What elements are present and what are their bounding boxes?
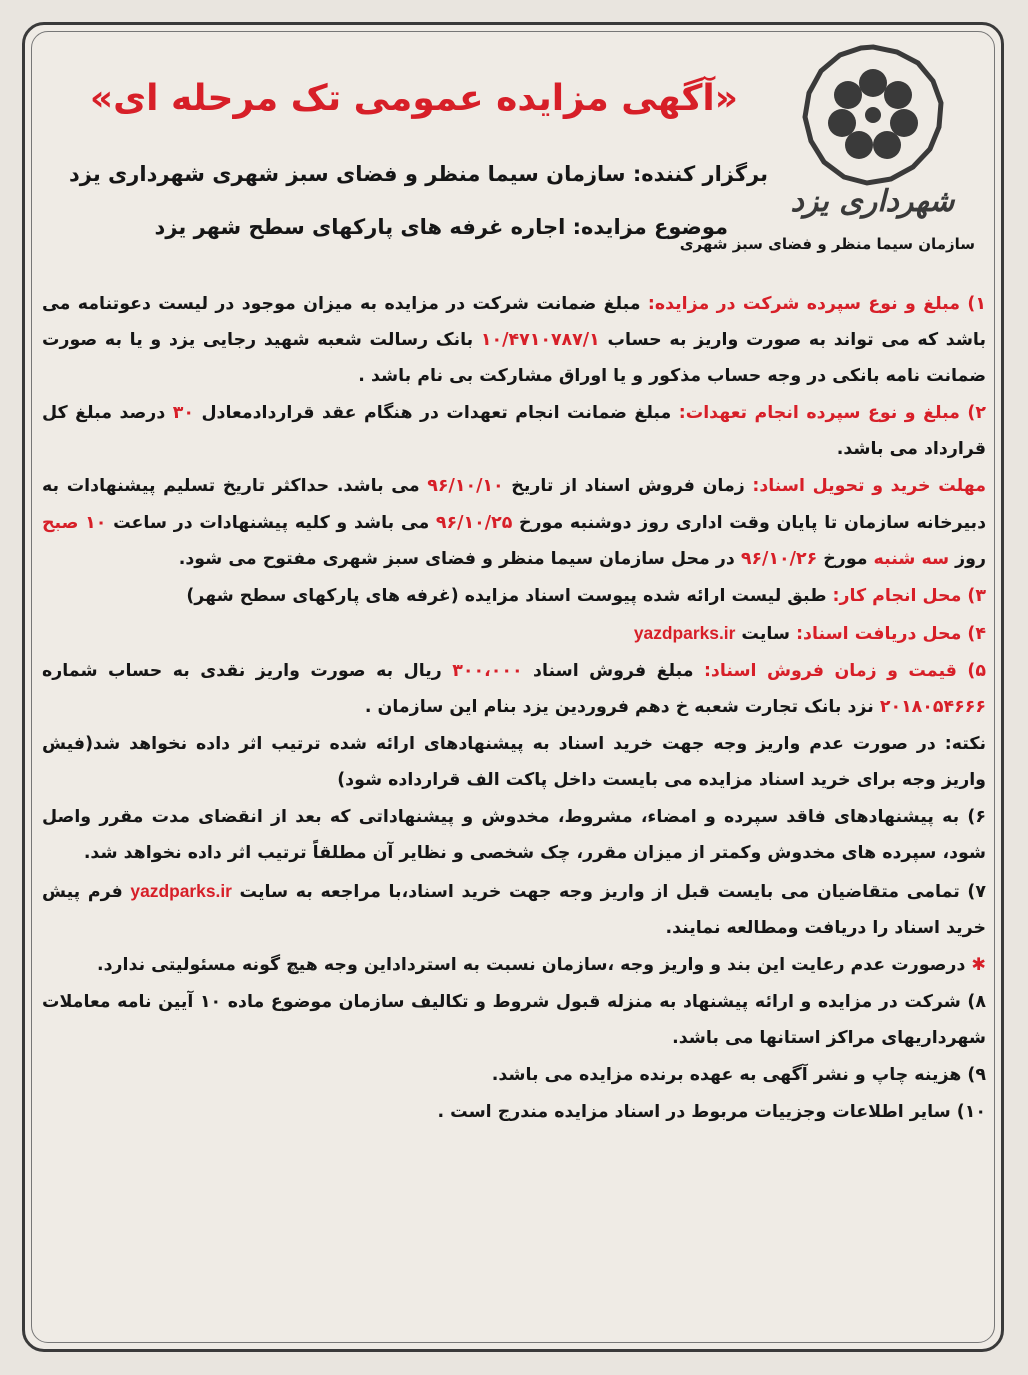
flower-rosette-icon (798, 40, 948, 190)
deadline-text-d: روز (949, 548, 986, 569)
organizer-line: برگزار کننده: سازمان سیما منظر و فضای سبز شهری شهرداری یزد (69, 162, 768, 186)
deadline-hour: ۱۰ صبح (42, 512, 107, 533)
item-4 (42, 615, 986, 652)
star-note (42, 947, 986, 983)
item-3-label: ۳) محل انجام کار: (832, 585, 986, 606)
item-7-text-b: فرم پیش خرید اسناد را دریافت ومطالعه نمایند. (42, 881, 986, 938)
subject-line: موضوع مزایده: اجاره غرفه های پارکهای سطح شهر یزد (154, 215, 728, 239)
item-5-account-number: ۲۰۱۸۰۵۴۶۶۶ (879, 697, 986, 718)
notice-body (42, 286, 986, 1131)
item-1 (42, 286, 986, 394)
item-10 (42, 1094, 986, 1130)
item-4-text: سایت (735, 623, 797, 644)
item-7 (42, 873, 986, 946)
item-5-text-b: ریال به صورت واریز نقدی به حساب شماره (42, 660, 453, 681)
item-3 (42, 578, 986, 614)
deadline-date-open: ۹۶/۱۰/۲۶ (740, 548, 818, 569)
note-text: نکته: در صورت عدم واریز وجه جهت خرید اسناد به پیشنهادهای ارائه شده ترتیب اثر داده نخواهد شد(فیش واریز وجه برای خرید اسناد مزایده می بایست داخل پاکت الف قرارداده شود) (42, 734, 986, 791)
notice-title: «آگهی مزایده عمومی تک مرحله ای» (89, 78, 738, 119)
item-5-label: ۵) قیمت و زمان فروش اسناد: (703, 660, 986, 681)
item-6-text: ۶) به پیشنهادهای فاقد سپرده و امضاء، مشروط، مخدوش و پیشنهاداتی که بعد از انقضای مدت مقرر واصل شود، سپرده های مخدوش وکمتر از میزان مقرر، چک شخصی و نظایر آن مطلقاً ترتیب اثر داده نخواهد شد. (42, 807, 986, 864)
deadline-text-c: می باشد و کلیه پیشنهادات در ساعت (106, 512, 436, 533)
deadline-section (42, 468, 986, 576)
item-1-text-a: مبلغ ضمانت شرکت در مزایده به میزان موجود در لیست دعوتنامه می باشد که می تواند به صورت واریز به حساب (42, 294, 986, 351)
item-5-amount: ۳۰۰،۰۰۰ (452, 660, 523, 681)
star-icon: ✱ (971, 954, 986, 975)
deadline-text-f: در محل سازمان سیما منظر و فضای سبز شهری مفتوح می شود. (178, 548, 741, 569)
deadline-day: سه شنبه (873, 548, 950, 569)
deadline-date-submit: ۹۶/۱۰/۲۵ (435, 512, 513, 533)
item-5-text-c: نزد بانک تجارت شعبه خ دهم فروردین یزد بنام این سازمان . (364, 697, 880, 718)
item-1-account-number: ۱۰/۴۷۱۰۷۸۷/۱ (480, 330, 600, 351)
deadline-text-e: مورخ (817, 548, 874, 569)
item-8-text: ۸) شرکت در مزایده و ارائه پیشنهاد به منزله قبول شروط و تکالیف سازمان موضوع ماده ۱۰ آیین نامه معاملات شهرداریهای مراکز استانها می باشد. (42, 991, 986, 1048)
logo-org-name: سازمان سیما منظر و فضای سبز شهری (679, 235, 975, 253)
item-1-text-b: بانک رسالت شعبه شهید رجایی یزد و یا به صورت ضمانت نامه بانکی در وجه حساب مذکور و یا اوراق مشارکت بی نام باشد . (42, 330, 986, 387)
logo-script-text: شهرداری یزد (790, 184, 955, 219)
item-2-percent: ۳۰ (172, 403, 194, 424)
municipality-logo (679, 40, 975, 270)
item-5 (42, 653, 986, 725)
item-8 (42, 984, 986, 1056)
star-note-text: درصورت عدم رعایت این بند و واریز وجه ،سازمان نسبت به استرداداین وجه هیچ گونه مسئولیتی ندارد. (97, 954, 972, 975)
item-4-label: ۴) محل دریافت اسناد: (796, 623, 986, 644)
deadline-text-b: می باشد. حداکثر تاریخ تسلیم پیشنهادات به دبیرخانه سازمان تا پایان وقت اداری روز دوشنبه مورخ (42, 476, 987, 533)
item-9-text: ۹) هزینه چاپ و نشر آگهی به عهده برنده مزایده می باشد. (491, 1064, 986, 1085)
yazdparks-link-2[interactable]: yazdparks.ir (130, 880, 232, 901)
item-10-text: ۱۰) سایر اطلاعات وجزییات مربوط در اسناد مزایده مندرج است . (437, 1102, 986, 1123)
item-2-text-a: مبلغ ضمانت انجام تعهدات در هنگام عقد قراردادمعادل (193, 403, 679, 424)
item-6 (42, 799, 986, 871)
deadline-text-a: زمان فروش اسناد از تاریخ (503, 476, 753, 497)
item-9 (42, 1057, 986, 1093)
item-1-label: ۱) مبلغ و نوع سپرده شرکت در مزایده: (647, 294, 987, 314)
yazdparks-link[interactable]: yazdparks.ir (633, 622, 736, 643)
item-7-text-a: ۷) تمامی متقاضیان می بایست قبل از واریز وجه جهت خرید اسناد،با مراجعه به سایت (231, 881, 986, 902)
deadline-label: مهلت خرید و تحویل اسناد: (752, 476, 986, 497)
item-2-label: ۲) مبلغ و نوع سپرده انجام تعهدات: (678, 403, 987, 424)
item-2 (42, 395, 986, 467)
note (42, 726, 986, 798)
deadline-date-sale: ۹۶/۱۰/۱۰ (427, 476, 504, 497)
item-5-text-a: مبلغ فروش اسناد (522, 660, 704, 681)
item-2-text-b: درصد مبلغ کل قرارداد می باشد. (42, 403, 986, 460)
item-3-text: طبق لیست ارائه شده پیوست اسناد مزایده (غرفه های پارکهای سطح شهر) (186, 585, 833, 606)
